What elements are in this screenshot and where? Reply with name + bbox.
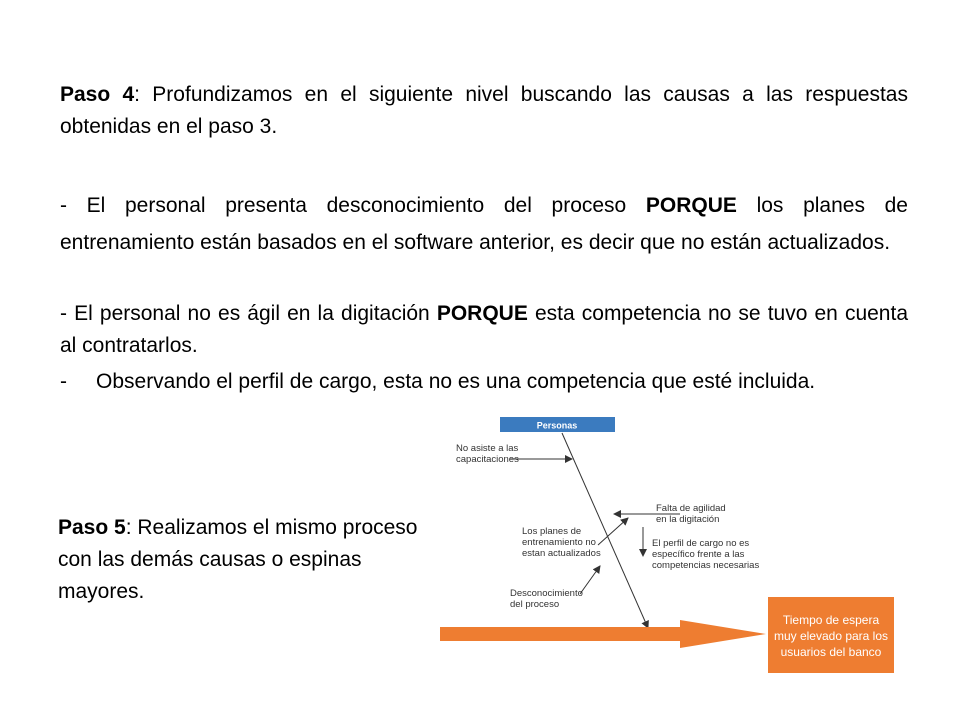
svg-text:No asiste a las: No asiste a las — [456, 443, 519, 454]
svg-text:estan actualizados: estan actualizados — [522, 548, 601, 559]
keyword-porque: PORQUE — [436, 302, 528, 325]
bullet-text: esta competencia no se tuvo en cuenta al contratarlos. — [60, 302, 909, 357]
svg-text:Desconocimiento: Desconocimiento — [510, 588, 583, 599]
cause-label-capacitaciones — [456, 443, 519, 465]
bullet-text: los planes de entrenamiento están basados en el software anterior, es decir que no están actualizados. — [60, 194, 908, 254]
svg-text:competencias necesarias: competencias necesarias — [652, 560, 760, 571]
bullet-text: Observando el perfil de cargo, esta no es una competencia que esté incluida. — [96, 370, 816, 393]
svg-text:El perfil de cargo no es: El perfil de cargo no es — [652, 538, 750, 549]
svg-text:en la digitación: en la digitación — [656, 514, 720, 525]
cause-arrow-planes — [598, 518, 628, 545]
svg-text:del proceso: del proceso — [510, 599, 560, 610]
bullet-text: El personal no es ágil en la digitación — [74, 302, 437, 325]
paso4-label: Paso 4 — [60, 83, 135, 106]
svg-text:Tiempo de espera: Tiempo de espera — [782, 613, 880, 627]
cause-label-perfil — [652, 538, 759, 571]
effect-label — [774, 613, 888, 659]
spine-arrow — [440, 620, 766, 648]
svg-text:Los planes de: Los planes de — [522, 526, 582, 537]
svg-text:específico frente a las: específico frente a las — [652, 549, 745, 560]
svg-text:muy elevado para los: muy elevado para los — [773, 629, 889, 643]
category-label: Personas — [536, 420, 578, 431]
paso5-label: Paso 5 — [58, 516, 126, 539]
cause-arrow-desconocimiento — [580, 566, 600, 594]
paso4-text: : Profundizamos en el siguiente nivel buscando las causas a las respuestas obtenidas en el paso 3. — [60, 83, 908, 138]
cause-label-agilidad — [656, 503, 726, 525]
bullet-text: El personal presenta desconocimiento del proceso — [86, 194, 646, 217]
bullet-dash: - — [60, 370, 67, 393]
svg-text:capacitaciones: capacitaciones — [456, 454, 519, 465]
svg-text:Falta de agilidad: Falta de agilidad — [656, 503, 726, 514]
svg-text:entrenamiento no: entrenamiento no — [522, 537, 596, 548]
bullet-dash: - — [60, 194, 87, 217]
bullet-dash: - — [60, 302, 75, 325]
cause-label-planes — [522, 526, 601, 559]
keyword-porque: PORQUE — [645, 194, 737, 217]
paso5-text: : Realizamos el mismo proceso con las demás causas o espinas mayores. — [58, 516, 418, 603]
cause-label-desconocimiento — [510, 588, 583, 610]
svg-text:usuarios del banco: usuarios del banco — [780, 645, 882, 659]
